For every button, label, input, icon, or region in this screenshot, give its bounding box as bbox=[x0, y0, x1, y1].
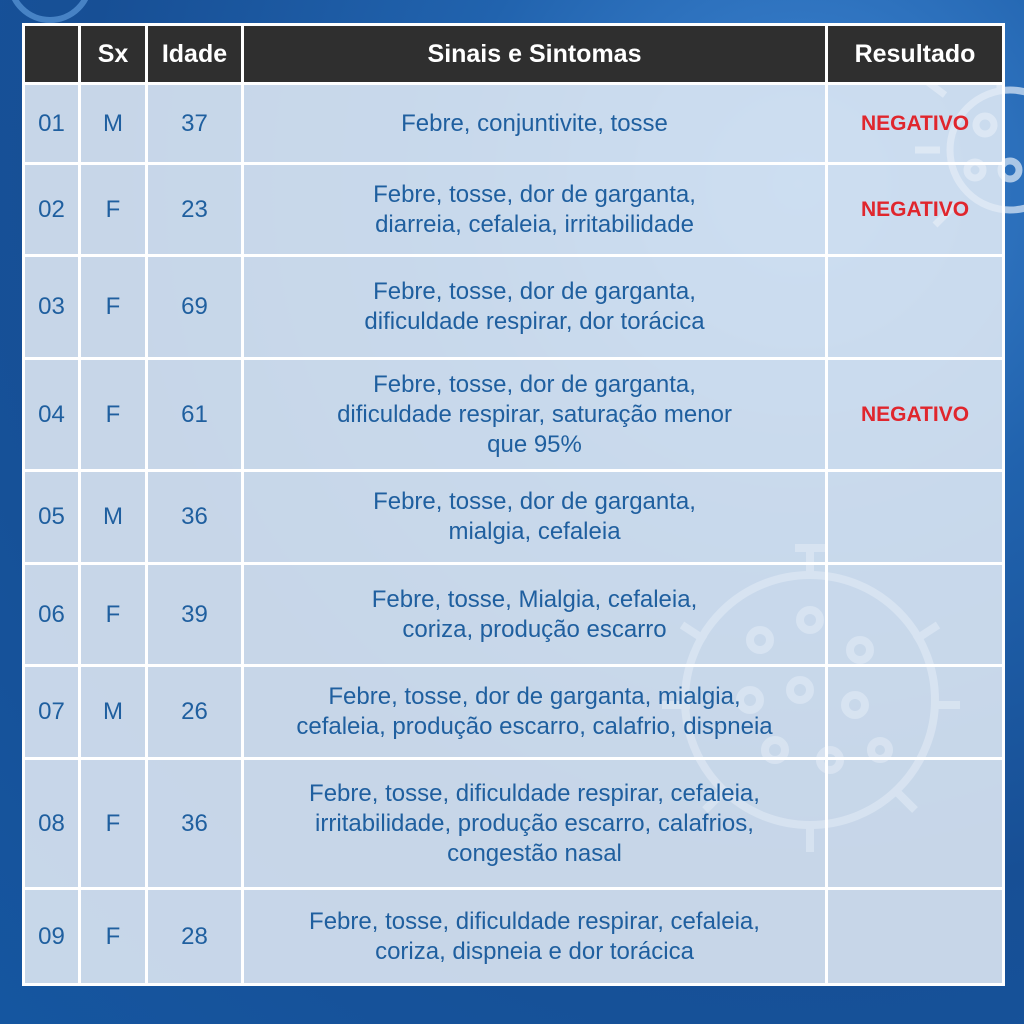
cell-sex: M bbox=[80, 666, 147, 759]
cell-result bbox=[827, 471, 1004, 564]
cell-sex: F bbox=[80, 164, 147, 256]
cell-sex: F bbox=[80, 256, 147, 359]
cell-sex: M bbox=[80, 84, 147, 164]
cell-symptoms: Febre, conjuntivite, tosse bbox=[243, 84, 827, 164]
cell-number: 06 bbox=[24, 564, 80, 666]
cell-sex: F bbox=[80, 759, 147, 889]
virus-icon bbox=[10, 0, 90, 20]
table-row bbox=[24, 889, 1004, 985]
table-header bbox=[24, 25, 1004, 84]
cell-number: 04 bbox=[24, 359, 80, 471]
cell-symptoms: Febre, tosse, dor de garganta, mialgia, cefaleia, produção escarro, calafrio, dispneia bbox=[243, 666, 827, 759]
cell-result bbox=[827, 256, 1004, 359]
cell-sex: F bbox=[80, 564, 147, 666]
table-row bbox=[24, 666, 1004, 759]
cell-sex: F bbox=[80, 889, 147, 985]
cell-age: 23 bbox=[147, 164, 243, 256]
table-body bbox=[24, 84, 1004, 985]
cell-symptoms: Febre, tosse, dificuldade respirar, cefaleia, coriza, dispneia e dor torácica bbox=[243, 889, 827, 985]
table-row bbox=[24, 471, 1004, 564]
cell-age: 61 bbox=[147, 359, 243, 471]
header-symptoms: Sinais e Sintomas bbox=[243, 25, 827, 84]
cell-age: 36 bbox=[147, 471, 243, 564]
cell-result bbox=[827, 666, 1004, 759]
table-row bbox=[24, 256, 1004, 359]
cell-result: NEGATIVO bbox=[827, 164, 1004, 256]
cell-result: NEGATIVO bbox=[827, 359, 1004, 471]
cell-result bbox=[827, 759, 1004, 889]
cell-result: NEGATIVO bbox=[827, 84, 1004, 164]
cell-number: 02 bbox=[24, 164, 80, 256]
cell-sex: M bbox=[80, 471, 147, 564]
header-result: Resultado bbox=[827, 25, 1004, 84]
symptoms-table-container bbox=[22, 23, 1002, 986]
cell-age: 28 bbox=[147, 889, 243, 985]
cell-number: 01 bbox=[24, 84, 80, 164]
cell-symptoms: Febre, tosse, Mialgia, cefaleia, coriza, produção escarro bbox=[243, 564, 827, 666]
symptoms-table bbox=[22, 23, 1005, 986]
cell-result bbox=[827, 889, 1004, 985]
cell-symptoms: Febre, tosse, dor de garganta, mialgia, cefaleia bbox=[243, 471, 827, 564]
header-age: Idade bbox=[147, 25, 243, 84]
table-row bbox=[24, 359, 1004, 471]
table-row bbox=[24, 164, 1004, 256]
table-header-row bbox=[24, 25, 1004, 84]
cell-age: 37 bbox=[147, 84, 243, 164]
table-row bbox=[24, 84, 1004, 164]
cell-age: 36 bbox=[147, 759, 243, 889]
cell-age: 69 bbox=[147, 256, 243, 359]
cell-number: 03 bbox=[24, 256, 80, 359]
table-row bbox=[24, 564, 1004, 666]
cell-sex: F bbox=[80, 359, 147, 471]
cell-symptoms: Febre, tosse, dor de garganta, dificuldade respirar, saturação menor que 95% bbox=[243, 359, 827, 471]
cell-age: 26 bbox=[147, 666, 243, 759]
header-number bbox=[24, 25, 80, 84]
cell-result bbox=[827, 564, 1004, 666]
cell-number: 07 bbox=[24, 666, 80, 759]
cell-symptoms: Febre, tosse, dor de garganta, dificuldade respirar, dor torácica bbox=[243, 256, 827, 359]
cell-symptoms: Febre, tosse, dor de garganta, diarreia, cefaleia, irritabilidade bbox=[243, 164, 827, 256]
header-sex: Sx bbox=[80, 25, 147, 84]
cell-age: 39 bbox=[147, 564, 243, 666]
cell-number: 09 bbox=[24, 889, 80, 985]
table-row bbox=[24, 759, 1004, 889]
cell-number: 05 bbox=[24, 471, 80, 564]
cell-number: 08 bbox=[24, 759, 80, 889]
cell-symptoms: Febre, tosse, dificuldade respirar, cefaleia, irritabilidade, produção escarro, calafrios, congestão nasal bbox=[243, 759, 827, 889]
